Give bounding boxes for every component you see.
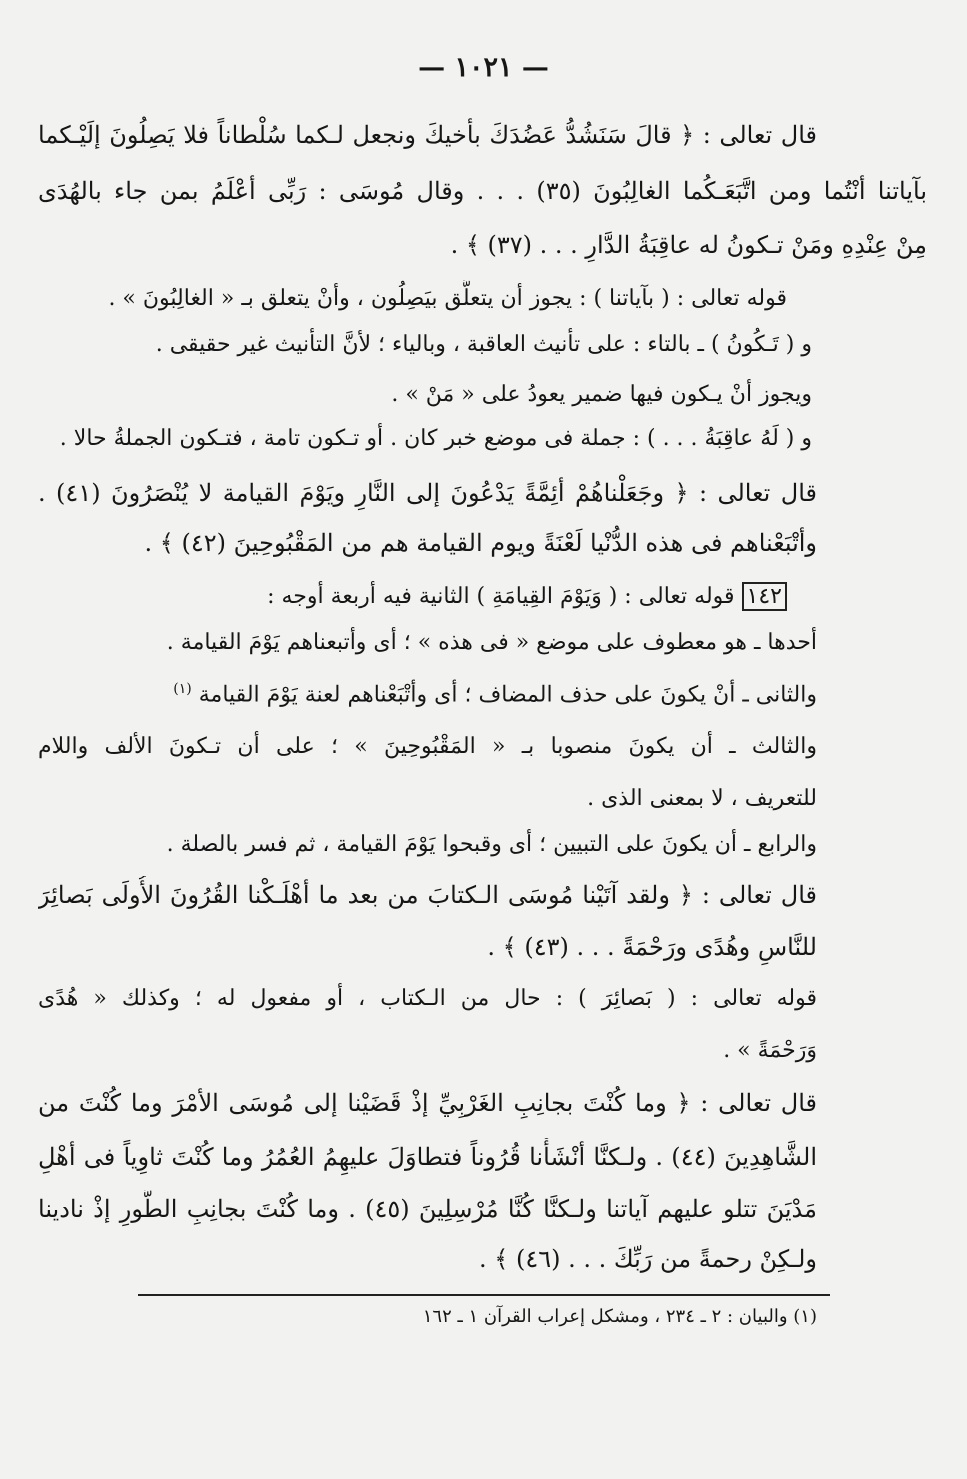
commentary-text: والثانى ـ أنْ يكونَ على حذف المضاف ؛ أى وأتْبَعْناهم لعنة يَوْمَ القيامة	[198, 682, 817, 708]
section-heading-text: قوله تعالى : ( وَيَوْمَ القِيامَةِ ) الثانية فيه أربعة أوجه :	[267, 584, 735, 609]
commentary-line: و ( تَـكُونُ ) ـ بالتاء : على تأنيث العاقبة ، وبالياء ؛ لأنَّ التأنيث غير حقيقى .	[155, 332, 812, 357]
commentary-line: وَرَحْمَةً » .	[723, 1038, 817, 1063]
commentary-line: ويجوز أنْ يـكون فيها ضمير يعودُ على « مَنْ » .	[391, 382, 812, 407]
verse-line: ولـكِنْ رحمةً من رَبِّكَ . . . (٤٦) ﴾ .	[479, 1245, 817, 1273]
commentary-line: والثالث ـ أن يكونَ منصوبا بـ « المَقْبُوحِينَ » ؛ على أن تـكونَ الألف واللام	[38, 734, 817, 759]
commentary-line: أحدها ـ هو معطوف على موضع « فى هذه » ؛ أى وأتبعناهم يَوْمَ القيامة .	[166, 630, 817, 655]
verse-line: قال تعالى : ﴿ وجَعَلْناهُمْ أئِمَّةً يَدْعُونَ إلى النَّارِ ويَوْمَ القيامة لا يُنْصَرُونَ (٤١) .	[38, 479, 817, 507]
commentary-line: قوله تعالى : ( بَصائِرَ ) : حال من الـكتاب ، أو مفعول له ؛ وكذلك « هُدًى	[38, 986, 817, 1011]
verse-line: مَدْيَنَ تتلو عليهم آياتنا ولـكنَّا كُنَّا مُرْسِلِينَ (٤٥) . وما كُنْتَ بجانِبِ الطُّورِ إذْ نادينا	[38, 1195, 817, 1223]
verse-line: قال تعالى : ﴿ ولقد آتَيْنا مُوسَى الـكتابَ من بعد ما أهْلَـكْنا القُرُونَ الأُولَى بَصائِرَ	[38, 881, 817, 909]
section-number-box: ١٤٢	[742, 582, 787, 611]
verse-line: قال تعالى : ﴿ قالَ سَنَشُدُّ عَضُدَكَ بأخيكَ ونجعل لـكما سُلْطاناً فلا يَصِلُونَ إلَيْـكما	[38, 121, 817, 149]
footnote-separator	[138, 1294, 830, 1296]
commentary-line: قوله تعالى : ( بآياتنا ) : يجوز أن يتعلَّق بيَصِلُون ، وأنْ يتعلق بـ « الغالِبُونَ » .	[108, 286, 787, 311]
verse-line: الشَّاهِدِينَ (٤٤) . ولـكنَّا أنْشَأْنا قُرُوناً فتطاوَلَ عليهِمُ العُمُرُ وما كُنْتَ ثاوِياً فى أهْلِ	[38, 1143, 817, 1171]
commentary-line: و ( لَهُ عاقِبَةُ . . . ) : جملة فى موضع خبر كان . أو تـكون تامة ، فتـكون الجملةُ حالا .	[59, 426, 812, 451]
verse-line: مِنْ عِنْدِهِ ومَنْ تـكونُ له عاقِبَةُ الدَّارِ . . . (٣٧) ﴾ .	[450, 231, 927, 259]
commentary-line	[38, 670, 817, 714]
footnote: (١) والبيان : ٢ ـ ٢٣٤ ، ومشكل إعراب القرآن ١ ـ ١٦٢	[422, 1306, 817, 1327]
footnote-marker: (١)	[173, 681, 192, 697]
verse-line: للنَّاسِ وهُدًى ورَحْمَةً . . . (٤٣) ﴾ .	[487, 933, 817, 961]
commentary-line: والرابع ـ أن يكونَ على التبيين ؛ أى وقبحوا يَوْمَ القيامة ، ثم فسر بالصلة .	[166, 832, 817, 857]
section-heading	[38, 578, 787, 616]
commentary-line: للتعريف ، لا بمعنى الذى .	[587, 786, 817, 811]
verse-line: وأتْبَعْناهم فى هذه الدُّنْيا لَعْنَةً ويوم القيامة هم من المَقْبُوحِينَ (٤٢) ﴾ .	[144, 529, 817, 557]
verse-line: بآياتنا أنْتُما ومن اتَّبَعَـكُما الغالِبُونَ (٣٥) . . . وقال مُوسَى : رَبِّى أعْلَمُ بمن جاء بالهُدَى	[38, 177, 927, 205]
verse-line: قال تعالى : ﴿ وما كُنْتَ بجانِبِ الغَرْبِيِّ إذْ قَضَيْنا إلى مُوسَى الأمْرَ وما كُنْتَ من	[38, 1089, 817, 1117]
page-number: — ١٠٢١ —	[418, 52, 549, 83]
